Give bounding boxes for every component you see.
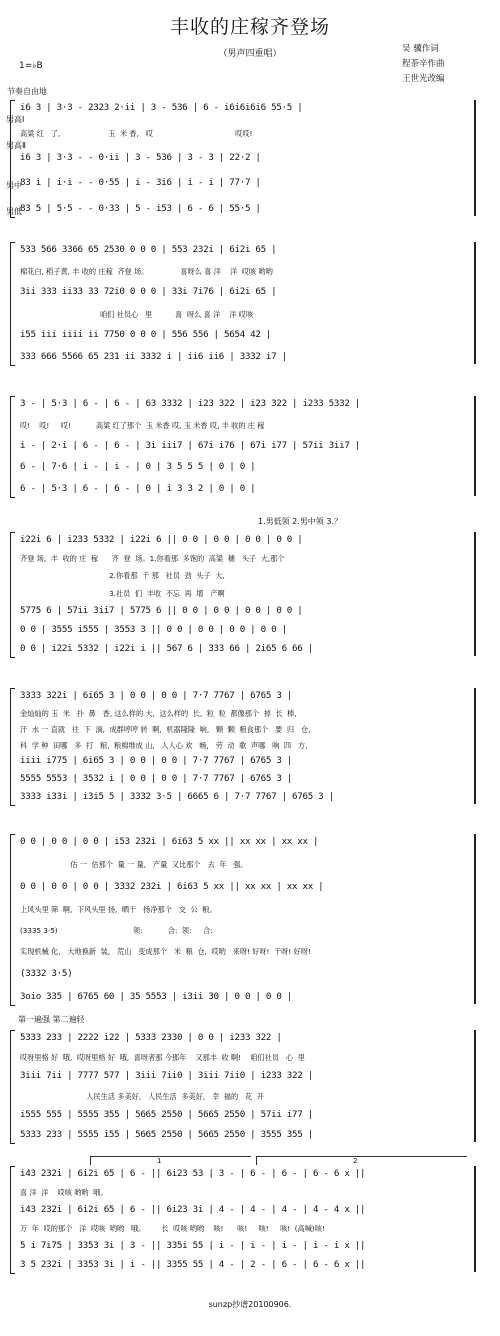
notation-row-1: 3333 322i | 6i65 3 | 0 0 | 0 0 | 7·7 7767 | 6765 3 | [20,690,293,701]
system-end-barline [474,1166,476,1272]
notation-row-2: 5775 6 | 57ii 3ii7 | 5775 6 || 0 0 | 0 0 | 0 0 | 0 0 | [20,604,303,616]
notation-row-1: 5333 233 | 2222 i22 | 5333 2330 | 0 0 | i233 322 | [20,1032,282,1043]
dynamics-note: 第一遍强 第二遍轻 [18,1015,85,1024]
notation-row-3: (3332 3·5) [20,967,73,979]
notation-row-1: 533 566 3366 65 2530 0 0 0 | 553 232i | 6i2i 65 | [20,244,277,255]
choir-lead-note: 1.男低领 2.男中领 3.？ [258,517,342,526]
lyricist-credit: 吴 骥作词 [402,44,439,54]
transcriber-footer: sunzp抄谱20100906. [208,1300,292,1309]
notation-row-4: 6 - | 5·3 | 6 - | 6 - | 0 | i 3 3 2 | 0 | 0 | [20,483,256,494]
notation-row-2: iiii i775 | 6i65 3 | 0 0 | 0 0 | 7·7 7767 | 6765 3 | [20,755,293,767]
system-end-barline [474,532,476,656]
notation-row-4: 3 5 232i | 3353 3i | i - || 3355 55 | 4 - | 2 - | 6 - | 6 - 6 x || [20,1259,366,1270]
volta-1-label: 1 [157,1157,162,1165]
part-label-tenor1: 男高Ⅰ [6,115,25,124]
notation-row-2: 3iii 7ii | 7777 577 | 3iii 7ii0 | 3iii 7ii0 | i233 322 | [20,1070,313,1082]
notation-row-3: 5555 5553 | 3532 i | 0 0 | 0 0 | 7·7 7767 | 6765 3 | [20,773,293,785]
system-end-barline [474,688,476,804]
part-label-tenor2: 男高Ⅱ [6,141,26,150]
notation-row-3: 83 i | i·i - - 0·55 | i - 3i6 | i - i | 77·7 | [20,177,261,189]
volta-2-label: 2 [353,1157,358,1165]
key-signature: 1=♭B [19,61,43,71]
notation-row-4: 3333 i33i | i3i5 5 | 3332 3·5 | 6665 6 | 7·7 7767 | 6765 3 | [20,791,334,802]
system-bracket [10,1166,15,1274]
notation-row-3: 5 i 7i75 | 3353 3i | 3 - || 335i 55 | i - | i - | i - | i - i x || [20,1240,366,1251]
notation-row-3: i55 iii iiii ii 7750 0 0 0 | 556 556 | 5654 42 | [20,328,272,340]
system-bracket [10,242,15,366]
part-label-baritone: 男中 [6,181,22,190]
lyric-line: (3335 3·5) 领: 合: 领: 合: [20,926,213,936]
system-end-barline [474,100,476,216]
volta-2 [256,1156,467,1165]
lyric-line: 3.社员 们 丰收 不忘 再 增 产啊 [20,588,225,598]
lyric-line: 哎呀里格 好 哦, 哎呀里格 好 哦, 喜呀者那 今那年 又那丰 收 啊! 咱们社员 心 里 [20,1053,305,1063]
system-end-barline [474,1030,476,1142]
notation-row-4: 5333 233 | 5555 i55 | 5665 2550 | 5665 2550 | 3555 355 | [20,1129,313,1140]
system-end-barline [474,834,476,1004]
notation-row-1: i22i 6 | i233 5332 | i22i 6 || 0 0 | 0 0 | 0 0 | 0 0 | [20,534,303,545]
lyric-line: 棉花白, 稻子黄, 丰 收的 庄稼 齐登 场。 喜呀么 喜 洋 洋 哎咳 哟哟 [20,267,273,277]
lyric-line: 哎! 哎! 哎! 高粱 红了那个 玉 米香 哎, 玉 米香 哎, 丰 收的 庄 稼 [20,420,265,430]
lyric-line: 汗 水 一 直就 往 下 淌, 成群哼哼 转 啊, 机器隆隆 响, 颗 颗 粮食那个 要 归 仓, [20,724,311,734]
composer-credit: 程荼辛作曲 [402,59,445,69]
part-label-bass: 男低 [6,207,22,216]
system-bracket [10,532,15,658]
lyric-line: 实现机械 化, 大地换新 装, 荒山 变成那个 米 粮 仓, 哎哟 来呀! 好呀! 干呀! 好呀! [20,947,311,957]
lyric-line: 高粱 红 了, 玉 米 香, 哎 哎哎! [20,128,253,138]
notation-row-1: 3 - | 5·3 | 6 - | 6 - | 63 3332 | i23 322 | i23 322 | i233 5332 | [20,398,361,409]
lyric-line: 人民生活 多美好, 人民生活 多美好, 幸 福的 花 开 [20,1091,264,1101]
lyric-line: 上风头里 筛 啊, 下风头里 扬, 晒干 扬净那个 交 公 粮。 [20,904,217,914]
lyric-line: 万 年 哎的那个 洋 哎咳 哟哟 哦。 长 哎咳 哟哟 咳! 咳! 咳! 咳! (高喊)咳! [20,1224,325,1233]
notation-row-3: i555 555 | 5555 355 | 5665 2550 | 5665 2550 | 57ii i77 | [20,1108,313,1120]
system-end-barline [474,242,476,364]
lyric-line: 齐登 场, 丰 收的 庄 稼 齐 登 场。1.你看那 多饱的 高粱 穗 头子 大,那个 [20,554,285,564]
notation-row-2: i - | 2·i | 6 - | 6 - | 3i iii7 | 67i i76 | 67i i77 | 57ii 3ii7 | [20,439,361,451]
notation-row-3: 6 - | 7·6 | i - | i - | 0 | 3 5 5 5 | 0 | 0 | [20,461,256,473]
system-bracket [10,834,15,1006]
song-subtitle: （男声四重唱） [218,49,282,59]
notation-row-4: 333 666 5566 65 231 ii 3332 i | ii6 ii6 | 3332 i7 | [20,351,287,362]
system-end-barline [474,396,476,496]
notation-row-4: 0 0 | i22i 5332 | i22i i || 567 6 | 333 66 | 2i65 6 66 | [20,643,313,654]
notation-row-1: 0 0 | 0 0 | 0 0 | i53 232i | 6i63 5 xx || xx xx | xx xx | [20,836,319,847]
song-title: 丰收的庄稼齐登场 [169,16,330,38]
lyric-line: 估 一 估那个 量 一 量, 产量 又比那个 去 年 强。 [20,860,248,870]
lyric-line: 咱们 社员心 里 喜 呀么 喜 洋 洋 哎咳 [20,309,254,319]
credits [402,42,445,87]
lyric-line: 科 学 种 田哪 多 打 粮, 粮棉堆成 山, 人人心 欢 畅, 劳 动 歌 声哪 响 四 方, [20,740,308,750]
notation-row-4: 3oio 335 | 6765 60 | 35 5553 | i3ii 30 | 0 0 | 0 0 | [20,991,293,1002]
lyric-line: 金灿灿的 玉 米 扑 鼻 香, 这么样的 大, 这么样的 长, 粒 粒 都像那个 掉 长 棒, [20,708,297,718]
notation-row-2: i43 232i | 6i2i 65 | 6 - || 6i23 3i | 4 - | 4 - | 4 - | 4 - 4 x || [20,1204,366,1215]
volta-1 [90,1156,251,1165]
notation-row-3: 0 0 | 3555 i555 | 3553 3 || 0 0 | 0 0 | 0 0 | 0 0 | [20,623,287,635]
notation-row-2: 0 0 | 0 0 | 0 0 | 3332 232i | 6i63 5 xx || xx xx | xx xx | [20,880,324,892]
notation-row-2: i6 3 | 3·3 - - 0·ii | 3 - 536 | 3 - 3 | 22·2 | [20,151,261,163]
lyric-line: 喜 洋 洋 哎咳 哟哟 哦。 [20,1188,108,1197]
notation-row-4: 83 5 | 5·5 - - 0·33 | 5 - i53 | 6 - 6 | 55·5 | [20,203,261,214]
notation-row-1: i43 232i | 6i2i 65 | 6 - || 6i23 53 | 3 - | 6 - | 6 - | 6 - 6 x || [20,1168,366,1179]
arranger-credit: 王世光改编 [402,74,445,84]
notation-row-1: i6 3 | 3·3 - 2323 2·ii | 3 - 536 | 6 - i6i6i6i6 55·5 | [20,102,303,113]
notation-row-2: 3ii 333 ii33 33 72i0 0 0 0 | 33i 7i76 | 6i2i 65 | [20,286,277,298]
system-bracket [10,100,15,218]
system-bracket [10,396,15,498]
system-bracket [10,688,15,806]
lyric-line: 2.你看那 千 那 社员 劲 头子 大, [20,571,225,581]
tempo-marking: 节奏自由地 [7,87,47,96]
system-bracket [10,1030,15,1144]
